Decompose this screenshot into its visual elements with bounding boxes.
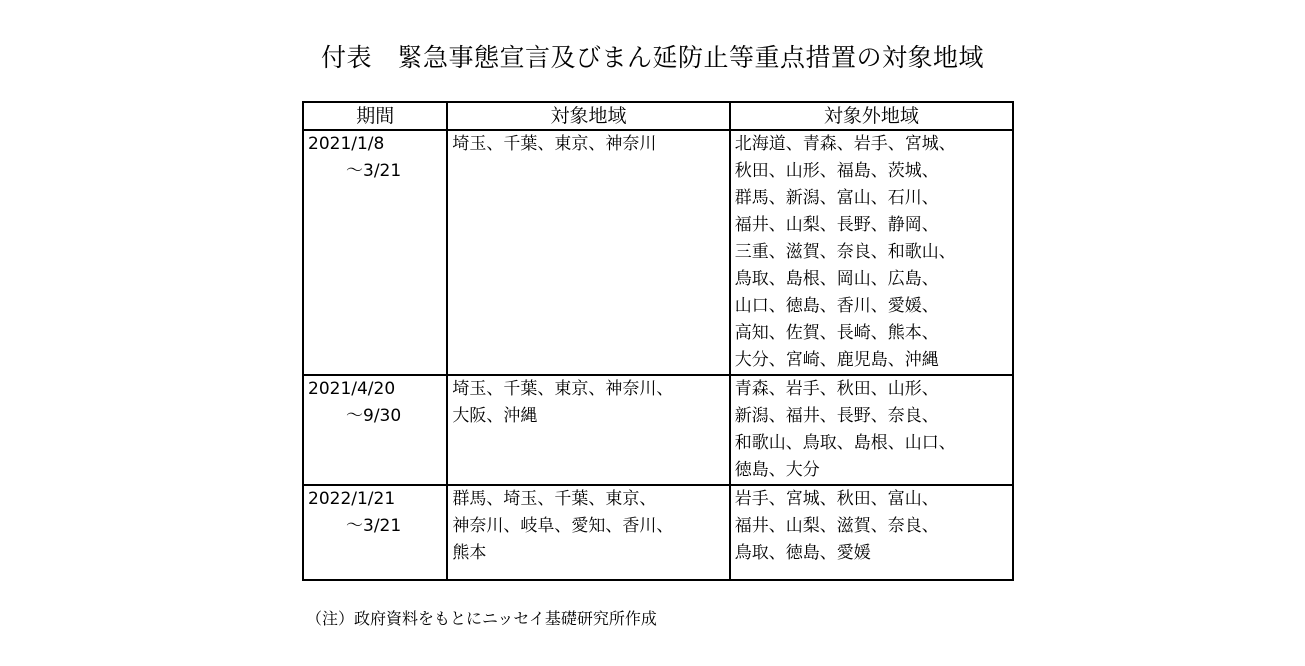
header-excluded: 対象外地域 — [730, 102, 1013, 130]
table-header-row — [303, 102, 1013, 130]
cell-line: 埼玉、千葉、東京、神奈川、 — [452, 379, 674, 399]
cell-line: 群馬、新潟、富山、石川、 — [734, 188, 939, 208]
cell-line: 大分、宮崎、鹿児島、沖縄 — [734, 350, 939, 370]
cell-line: 北海道、青森、岩手、宮城、 — [734, 134, 956, 154]
excluded-cell — [730, 130, 1013, 375]
cell-line: 埼玉、千葉、東京、神奈川 — [452, 134, 657, 154]
target-cell — [447, 485, 729, 580]
target-cell — [447, 375, 729, 485]
excluded-cell — [730, 485, 1013, 580]
header-target: 対象地域 — [447, 102, 729, 130]
cell-line: 2021/1/8 — [308, 134, 385, 154]
table-row — [303, 130, 1013, 375]
period-cell — [303, 485, 447, 580]
cell-line: 三重、滋賀、奈良、和歌山、 — [734, 242, 956, 262]
period-cell — [303, 130, 447, 375]
period-cell — [303, 375, 447, 485]
cell-line: 熊本 — [452, 543, 487, 563]
cell-line: 福井、山梨、長野、静岡、 — [734, 215, 939, 235]
target-cell — [447, 130, 729, 375]
cell-line: 秋田、山形、福島、茨城、 — [734, 161, 939, 181]
table-row — [303, 375, 1013, 485]
target-regions-table — [302, 101, 1014, 581]
cell-line: 高知、佐賀、長崎、熊本、 — [734, 323, 939, 343]
cell-line: 新潟、福井、長野、奈良、 — [734, 406, 939, 426]
cell-line: ～3/21 — [346, 161, 402, 181]
cell-line: ～3/21 — [346, 516, 402, 536]
cell-line: 鳥取、島根、岡山、広島、 — [734, 269, 939, 289]
cell-line: 山口、徳島、香川、愛媛、 — [734, 296, 939, 316]
cell-line: 大阪、沖縄 — [452, 406, 538, 426]
cell-line: 2022/1/21 — [308, 489, 396, 509]
cell-line: 岩手、宮城、秋田、富山、 — [734, 489, 939, 509]
source-note: （注）政府資料をもとにニッセイ基礎研究所作成 — [306, 609, 657, 628]
document-title: 付表 緊急事態宣言及びまん延防止等重点措置の対象地域 — [320, 43, 984, 72]
cell-line: 2021/4/20 — [308, 379, 396, 399]
cell-line: 神奈川、岐阜、愛知、香川、 — [452, 516, 674, 536]
cell-line: 青森、岩手、秋田、山形、 — [734, 379, 939, 399]
table-row — [303, 485, 1013, 580]
cell-line: 福井、山梨、滋賀、奈良、 — [734, 516, 939, 536]
cell-line: 徳島、大分 — [734, 460, 820, 480]
cell-line: 和歌山、鳥取、島根、山口、 — [734, 433, 956, 453]
cell-line: 群馬、埼玉、千葉、東京、 — [452, 489, 657, 509]
excluded-cell — [730, 375, 1013, 485]
cell-line: ～9/30 — [346, 406, 402, 426]
header-period: 期間 — [303, 102, 447, 130]
cell-line: 鳥取、徳島、愛媛 — [734, 543, 871, 563]
